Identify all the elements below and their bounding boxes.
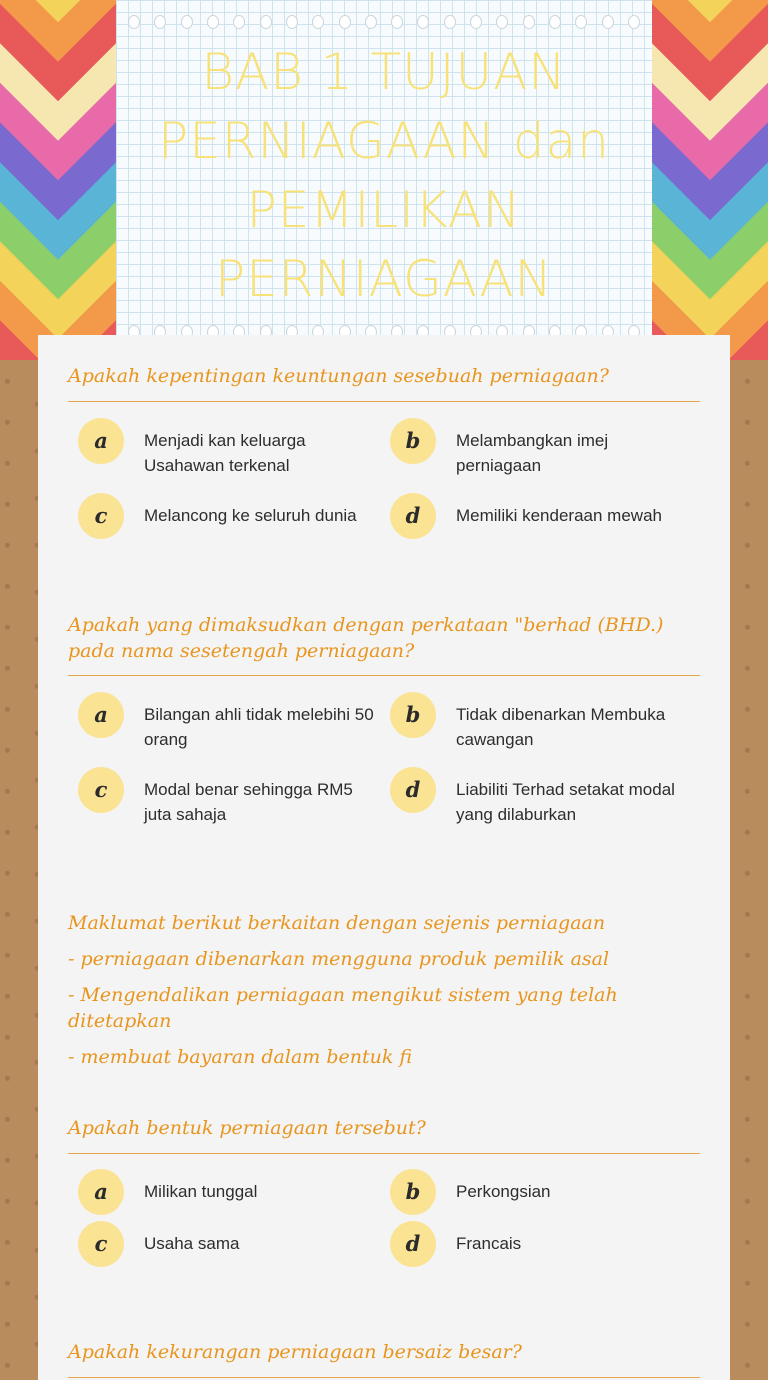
page-title xyxy=(150,38,618,314)
info-line: - membuat bayaran dalam bentuk fi xyxy=(68,1046,413,1068)
question-1-option-d[interactable] xyxy=(390,493,690,539)
option-letter-badge: b xyxy=(390,418,436,464)
question-2-option-d[interactable] xyxy=(390,767,690,827)
question-3-option-b[interactable] xyxy=(390,1169,690,1215)
question-1-divider xyxy=(68,401,700,402)
question-2-option-c[interactable] xyxy=(78,767,378,827)
question-4-divider xyxy=(68,1377,700,1378)
option-letter-badge: b xyxy=(390,692,436,738)
info-line: - perniagaan dibenarkan mengguna produk pemilik asal xyxy=(68,948,610,970)
title-line: PERNIAGAAN xyxy=(215,250,553,308)
title-line: PEMILIKAN xyxy=(246,181,522,239)
option-text: Milikan tunggal xyxy=(144,1182,258,1201)
notebook-holes-top xyxy=(128,15,640,29)
title-line: PERNIAGAAN dan xyxy=(158,112,610,170)
chevron-pattern-right-outer xyxy=(710,0,768,360)
option-letter-badge: c xyxy=(78,493,124,539)
option-letter-badge: c xyxy=(78,1221,124,1267)
option-letter-badge: c xyxy=(78,767,124,813)
option-text: Modal benar sehingga RM5 juta sahaja xyxy=(144,780,353,824)
question-2-divider xyxy=(68,675,700,676)
option-text: Francais xyxy=(456,1234,522,1253)
question-1-option-b[interactable] xyxy=(390,418,690,478)
info-line: - Mengendalikan perniagaan mengikut sistem yang telah ditetapkan xyxy=(68,984,618,1032)
option-text: Menjadi kan keluarga Usahawan terkenal xyxy=(144,431,306,475)
question-2-text: Apakah yang dimaksudkan dengan perkataan "berhad (BHD.) pada nama sesetengah perniagaan? xyxy=(68,614,664,662)
option-letter-badge: a xyxy=(78,692,124,738)
option-text: Usaha sama xyxy=(144,1234,240,1253)
question-3-text: Apakah bentuk perniagaan tersebut? xyxy=(68,1117,426,1139)
option-letter-badge: a xyxy=(78,1169,124,1215)
option-text: Memiliki kenderaan mewah xyxy=(456,506,662,525)
option-text: Bilangan ahli tidak melebihi 50 orang xyxy=(144,705,374,749)
option-text: Liabiliti Terhad setakat modal yang dilaburkan xyxy=(456,780,675,824)
chevron-pattern-left-inner xyxy=(58,0,116,360)
question-1-option-c[interactable] xyxy=(78,493,378,539)
question-1-text: Apakah kepentingan keuntungan sesebuah perniagaan? xyxy=(68,365,609,387)
question-3-divider xyxy=(68,1153,700,1154)
info-line: Maklumat berikut berkaitan dengan sejenis perniagaan xyxy=(68,912,606,934)
question-2-option-b[interactable] xyxy=(390,692,690,752)
question-3-option-d[interactable] xyxy=(390,1221,690,1267)
option-letter-badge: b xyxy=(390,1169,436,1215)
option-letter-badge: d xyxy=(390,493,436,539)
question-4-text: Apakah kekurangan perniagaan bersaiz besar? xyxy=(68,1341,522,1363)
option-text: Perkongsian xyxy=(456,1182,551,1201)
option-text: Melancong ke seluruh dunia xyxy=(144,506,357,525)
option-text: Melambangkan imej perniagaan xyxy=(456,431,609,475)
question-3-option-a[interactable] xyxy=(78,1169,378,1215)
option-letter-badge: d xyxy=(390,767,436,813)
chevron-pattern-left-outer xyxy=(0,0,58,360)
chevron-pattern-right-inner xyxy=(652,0,710,360)
question-2-option-a[interactable] xyxy=(78,692,378,752)
option-letter-badge: a xyxy=(78,418,124,464)
title-line: BAB 1 TUJUAN xyxy=(201,43,567,101)
question-1-option-a[interactable] xyxy=(78,418,378,478)
header-banner xyxy=(0,0,768,360)
question-3-option-c[interactable] xyxy=(78,1221,378,1267)
option-text: Tidak dibenarkan Membuka cawangan xyxy=(456,705,666,749)
option-letter-badge: d xyxy=(390,1221,436,1267)
